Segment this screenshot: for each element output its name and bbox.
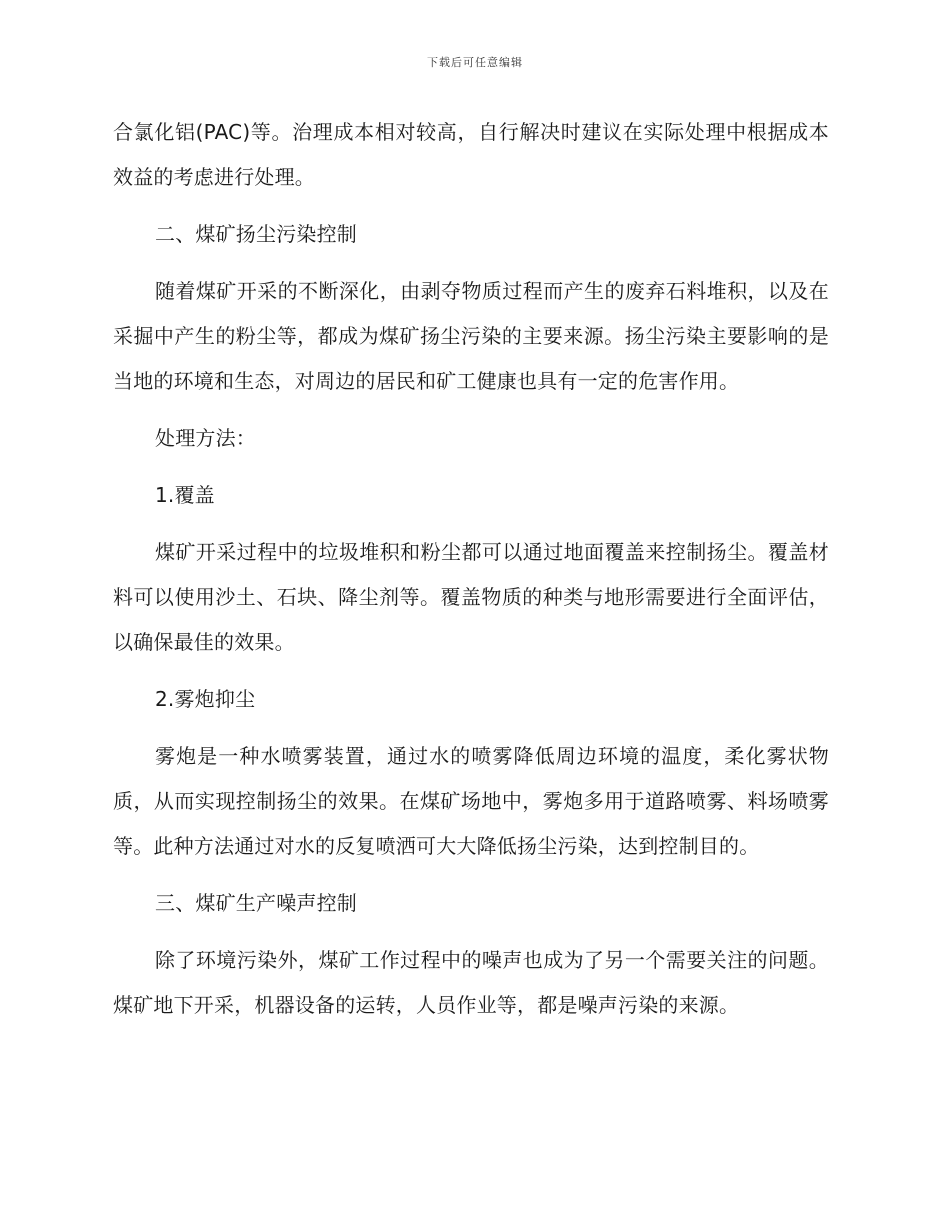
paragraph-dust-sources: 随着煤矿开采的不断深化，由剥夺物质过程而产生的废弃石料堆积，以及在采掘中产生的粉尘等，都成为煤矿扬尘污染的主要来源。扬尘污染主要影响的是当地的环境和生态，对周边的居民和矿工健康也具有一定的危害作用。: [113, 279, 829, 393]
paragraph-continuation: 合氯化铝(PAC)等。治理成本相对较高，自行解决时建议在实际处理中根据成本效益的考虑进行处理。: [113, 120, 829, 189]
document-body: [113, 110, 829, 1028]
methods-label: 处理方法：: [155, 426, 256, 450]
section-heading-dust: 二、煤矿扬尘污染控制: [155, 222, 357, 246]
method-2-text: 雾炮是一种水喷雾装置，通过水的喷雾降低周边环境的温度，柔化雾状物质，从而实现控制扬尘的效果。在煤矿场地中，雾炮多用于道路喷雾、料场喷雾等。此种方法通过对水的反复喷洒可大大降低扬尘污染，达到控制目的。: [113, 744, 829, 858]
method-1-text: 煤矿开采过程中的垃圾堆积和粉尘都可以通过地面覆盖来控制扬尘。覆盖材料可以使用沙土、石块、降尘剂等。覆盖物质的种类与地形需要进行全面评估，以确保最佳的效果。: [113, 540, 829, 654]
method-1-title: 1.覆盖: [155, 483, 215, 507]
method-2-title: 2.雾炮抑尘: [155, 687, 256, 711]
paragraph-noise: 除了环境污染外，煤矿工作过程中的噪声也成为了另一个需要关注的问题。煤矿地下开采，机器设备的运转，人员作业等，都是噪声污染的来源。: [113, 948, 829, 1017]
page-header-note: 下载后可任意编辑: [427, 56, 523, 69]
section-heading-noise: 三、煤矿生产噪声控制: [155, 891, 357, 915]
